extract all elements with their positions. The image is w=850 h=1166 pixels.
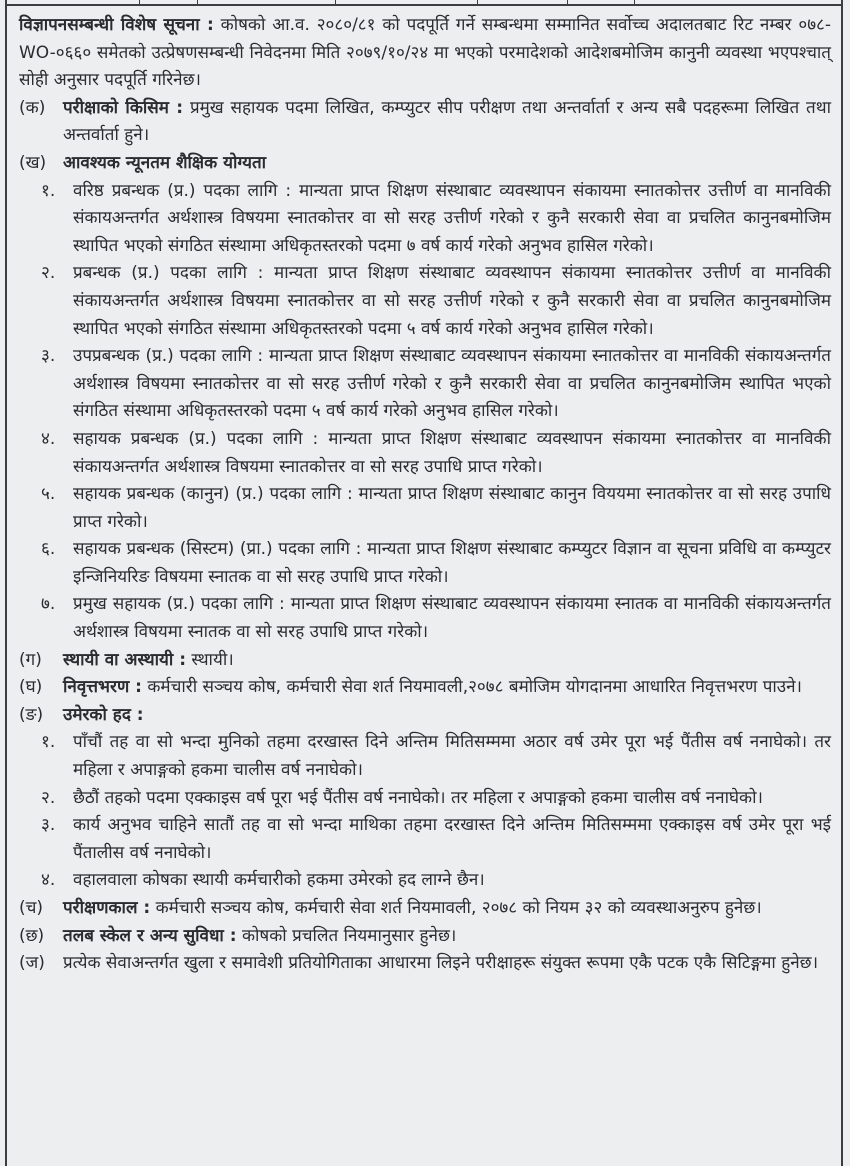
section [19, 674, 831, 702]
section-label: (ङ) [19, 704, 44, 725]
intro-title: विज्ञापनसम्बन्धी विशेष सूचना : [19, 15, 214, 35]
section-title: निवृत्तभरण : [63, 677, 142, 698]
list-item [41, 785, 831, 813]
section-title: परीक्षणकाल : [63, 898, 151, 918]
section-text [63, 95, 831, 150]
list-item [41, 260, 831, 343]
list-item [41, 536, 831, 591]
item-text: वरिष्ठ प्रबन्धक (प्र.) पदका लागि : मान्यता प्राप्त शिक्षण संस्थाबाट व्यवस्थापन संकायमा स्नातकोत्तर उत्तीर्ण वा मानविकी संकायअन्तर्गत अर्थशास्त्र विषयमा स्नातकोत्तर वा सो सरह उत्तीर्ण गरेको र कुनै सरकारी सेवा वा प्रचलित कानुनबमोजिम स्थापित भएको संगठित संस्थामा अधिकृतस्तरको पदमा ७ वर्ष कार्य गरेको अनुभव हासिल गरेको। [73, 180, 831, 256]
item-text: प्रबन्धक (प्र.) पदका लागि : मान्यता प्राप्त शिक्षण संस्थाबाट व्यवस्थापन संकायमा स्नातकोत्तर उत्तीर्ण वा मानविकी संकायअन्तर्गत अर्थशास्त्र विषयमा स्नातकोत्तर वा सो सरह उत्तीर्ण गरेको र कुनै सरकारी सेवा वा प्रचलित कानुनबमोजिम स्थापित भएको संगठित संस्थामा अधिकृतस्तरको पदमा ५ वर्ष कार्य गरेको अनुभव हासिल गरेको। [73, 263, 831, 339]
item-text: सहायक प्रबन्धक (प्र.) पदका लागि : मान्यता प्राप्त शिक्षण संस्थाबाट व्यवस्थापन संकायमा स्नातकोत्तर वा मानविकी संकायअन्तर्गत अर्थशास्त्र विषयमा स्नातकोत्तर वा सो सरह उपाधि प्राप्त गरेको। [73, 428, 831, 477]
item-number: ७. [41, 594, 56, 615]
list-item [41, 426, 831, 481]
intro-paragraph [19, 12, 831, 95]
section [19, 95, 831, 150]
section-text [63, 950, 831, 978]
section-title: स्थायी वा अस्थायी : [63, 649, 187, 670]
item-number: ४. [41, 870, 56, 891]
item-number: ६. [41, 539, 56, 560]
item-text: प्रमुख सहायक (प्र.) पदका लागि : मान्यता प्राप्त शिक्षण संस्थाबाट व्यवस्थापन संकायमा स्नातक वा मानविकी संकायअन्तर्गत अर्थशास्त्र विषयमा स्नातक वा सो सरह उपाधि प्राप्त गरेको। [73, 594, 831, 643]
section-label: (ख) [19, 152, 47, 173]
list-item [41, 481, 831, 536]
section-label: (च) [19, 898, 44, 918]
section-label: (छ) [19, 925, 45, 946]
section-body: प्रमुख सहायक पदमा लिखित, कम्प्युटर सीप परीक्षण तथा अन्तर्वार्ता र अन्य सबै पदहरूमा लिखित तथा अन्तर्वार्ता हुने। [63, 97, 832, 146]
list-item [41, 812, 831, 867]
section [19, 150, 831, 178]
section-text [63, 895, 831, 923]
section-title: आवश्यक न्यूनतम शैक्षिक योग्यता [63, 152, 267, 173]
section-label: (घ) [19, 677, 43, 698]
sections [19, 95, 831, 978]
item-number: २. [41, 787, 56, 808]
item-text: वहालवाला कोषका स्थायी कर्मचारीको हकमा उमेरको हद लाग्ने छैन। [73, 870, 485, 891]
intro-text: कोषको आ.व. २०८०/८१ को पदपूर्ति गर्ने सम्बन्धमा सम्मानित सर्वोच्च अदालतबाट रिट नम्बर ०७८-WO-०६६० समेतको उत्प्रेषणसम्बन्धी निवेदनमा मिति २०७९/१०/२४ मा भएको परमादेशको आदेशबमोजिम कानुनी व्यवस्था भएपश्चात् सोही अनुसार पदपूर्ति गरिनेछ। [19, 15, 832, 91]
item-number: ५. [41, 484, 56, 505]
section-body: कर्मचारी सञ्चय कोष, कर्मचारी सेवा शर्त नियमावली,२०७८ बमोजिम योगदानमा आधारित निवृत्तभरण पाउने। [147, 677, 802, 698]
section [19, 647, 831, 675]
section-title: उमेरको हद : [63, 704, 144, 725]
section [19, 923, 831, 951]
item-number: ३. [41, 346, 56, 367]
list-item [41, 591, 831, 646]
section-text [63, 647, 831, 675]
item-text: कार्य अनुभव चाहिने सातौं तह वा सो भन्दा माथिका तहमा दरखास्त दिने अन्तिम मितिसम्ममा एक्काइस वर्ष उमेर पूरा भई पैंतालीस वर्ष ननाघेको। [73, 815, 831, 863]
notice-box [5, 6, 843, 1166]
item-text: सहायक प्रबन्धक (सिस्टम) (प्रा.) पदका लागि : मान्यता प्राप्त शिक्षण संस्थाबाट कम्प्युटर विज्ञान वा सूचना प्रविधि वा कम्प्युटर इन्जिनियरिङ विषयमा स्नातक वा सो सरह उपाधि प्राप्त गरेको। [73, 539, 831, 587]
item-number: २. [41, 263, 56, 284]
section-label: (ज) [19, 953, 45, 974]
section-text [63, 923, 831, 951]
section-body: कर्मचारी सञ्चय कोष, कर्मचारी सेवा शर्त नियमावली, २०७८ को नियम ३२ को व्यवस्थाअनुरुप हुनेछ। [155, 898, 762, 918]
item-text: पाँचौं तह वा सो भन्दा मुनिको तहमा दरखास्त दिने अन्तिम मितिसम्ममा अठार वर्ष उमेर पूरा भई पैंतीस वर्ष ननाघेको। तर महिला र अपाङ्गको हकमा चालीस वर्ष ननाघेको। [73, 732, 831, 781]
section-text [63, 150, 831, 178]
section-text [63, 702, 831, 730]
section-body: स्थायी। [191, 649, 234, 670]
section [19, 895, 831, 923]
section-body: प्रत्येक सेवाअन्तर्गत खुला र समावेशी प्रतियोगिताका आधारमा लिइने परीक्षाहरू संयुक्त रूपमा एकै पटक एकै सिटिङ्गमा हुनेछ। [63, 953, 819, 974]
section [19, 702, 831, 730]
section-title: तलब स्केल र अन्य सुविधा : [63, 925, 237, 946]
section-body: कोषको प्रचलित नियमानुसार हुनेछ। [241, 925, 457, 946]
list-item [41, 729, 831, 784]
list-item [41, 343, 831, 426]
item-number: १. [41, 180, 56, 201]
list-item [41, 178, 831, 261]
item-text: सहायक प्रबन्धक (कानुन) (प्र.) पदका लागि : मान्यता प्राप्त शिक्षण संस्थाबाट कानुन विययमा स्नातकोत्तर वा सो सरह उपाधि प्राप्त गरेको। [73, 484, 831, 532]
section-label: (क) [19, 97, 46, 118]
item-text: उपप्रबन्धक (प्र.) पदका लागि : मान्यता प्राप्त शिक्षण संस्थाबाट व्यवस्थापन संकायमा स्नातकोत्तर वा मानविकी संकायअन्तर्गत अर्थशास्त्र विषयमा स्नातकोत्तर वा सो सरह उत्तीर्ण गरेको र कुनै सरकारी सेवा वा प्रचलित कानुनबमोजिम स्थापित भएको संगठित संस्थामा अधिकृतस्तरको पदमा ५ वर्ष कार्य गरेको अनुभव हासिल गरेको। [73, 346, 831, 422]
item-number: १. [41, 732, 56, 753]
item-number: ४. [41, 428, 56, 449]
section-label: (ग) [19, 649, 42, 670]
section-text [63, 674, 831, 702]
item-text: छैठौं तहको पदमा एक्काइस वर्ष पूरा भई पैंतीस वर्ष ननाघेको। तर महिला र अपाङ्गको हकमा चालीस वर्ष ननाघेको। [73, 787, 763, 808]
section-title: परीक्षाको किसिम : [63, 97, 184, 118]
item-number: ३. [41, 815, 56, 836]
section [19, 950, 831, 978]
list-item [41, 867, 831, 895]
